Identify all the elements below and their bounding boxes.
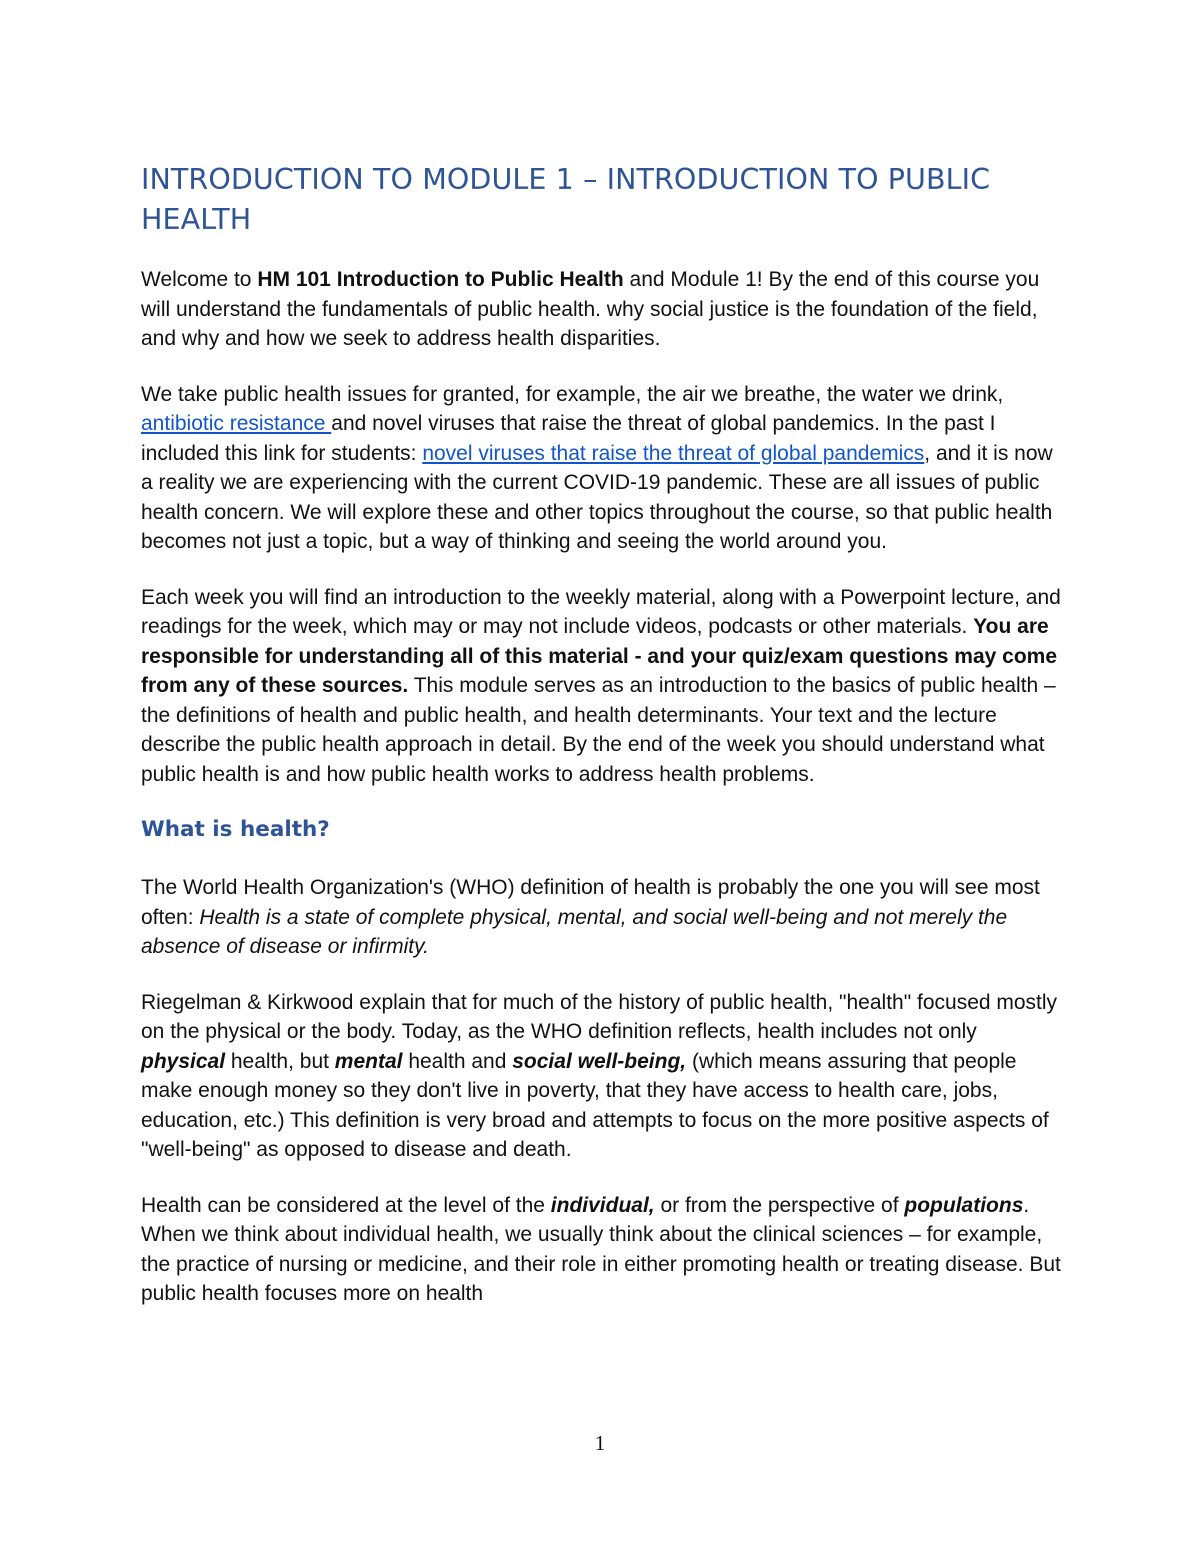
link-novel-viruses[interactable]: novel viruses that raise the threat of global pandemics — [422, 441, 925, 465]
text-run: health, but — [225, 1049, 335, 1073]
text-run: . When we think about individual health, we usually think about the clinical sciences – for example, the practice of nursing or medicine, and their role in either promoting health or treating disease. But public health focuses more on health — [141, 1193, 1061, 1305]
page-number: 1 — [594, 1431, 606, 1455]
course-name: HM 101 Introduction to Public Health — [257, 268, 624, 291]
link-antibiotic-resistance[interactable]: antibiotic resistance — [141, 412, 332, 435]
responsibility-notice: You are responsible for understanding all of this material - and your quiz/exam questions may come from any of these sources. — [141, 615, 1058, 697]
text-run: , and it is now a reality we are experiencing with the current COVID-19 pandemic. These are all issues of public health concern. We will explore these and other topics throughout the course, so that public health becomes not just a topic, but a way of thinking and seeing the world around you. — [141, 441, 1053, 553]
page-title: INTRODUCTION TO MODULE 1 – INTRODUCTION TO PUBLIC HEALTH — [141, 163, 991, 236]
text-run: or from the perspective of — [654, 1193, 905, 1217]
text-run: (which means assuring that people make enough money so they don't live in poverty, that they have access to health care, jobs, education, etc.) This definition is very broad and attempts to focus on the more positive aspects of "well-being" as opposed to disease and death. — [141, 1049, 1049, 1161]
text-run: Welcome to — [141, 268, 258, 291]
text-run: Each week you will find an introduction to the weekly material, along with a Powerpoint lecture, and readings for the week, which may or may not include videos, podcasts or other materials. — [141, 585, 1061, 638]
text-run: and Module 1! By the end of this course you will understand the fundamentals of public health. why social justice is the foundation of the field, and why and how we seek to address health disparities. — [141, 268, 1040, 350]
emphasis-populations: populations — [904, 1193, 1024, 1217]
document-body — [141, 160, 1066, 1335]
emphasis-physical: physical — [141, 1049, 226, 1073]
paragraph-individual-populations — [141, 1191, 1066, 1309]
paragraph-weekly-material — [141, 583, 1066, 790]
text-run: This module serves as an introduction to the basics of public health – the definitions of health and public health, and health determinants. Your text and the lecture describe the public health approach in detail. By the end of the week you should understand what public health is and how public health works to address health problems. — [141, 674, 1056, 786]
paragraph-public-health-issues — [141, 380, 1066, 557]
who-definition-quote: Health is a state of complete physical, mental, and social well-being and not merely the absence of disease or infirmity. — [141, 905, 1008, 958]
paragraph-riegelman — [141, 988, 1066, 1165]
text-run: We take public health issues for granted, for example, the air we breathe, the water we drink, — [141, 382, 1004, 406]
heading-what-is-health: What is health? — [141, 817, 330, 842]
paragraph-welcome — [141, 265, 1066, 354]
text-run: health and — [402, 1049, 513, 1073]
text-run: and novel viruses that raise the threat of global pandemics. In the past I included this link for students: — [141, 412, 996, 465]
text-run: Riegelman & Kirkwood explain that for much of the history of public health, "health" focused mostly on the physical or the body. Today, as the WHO definition reflects, health includes not only — [141, 990, 1058, 1043]
emphasis-social-well-being: social well-being, — [512, 1049, 687, 1073]
paragraph-who-definition — [141, 873, 1066, 962]
emphasis-individual: individual, — [550, 1193, 655, 1217]
text-run: Health can be considered at the level of the — [141, 1193, 551, 1217]
text-run: The World Health Organization's (WHO) definition of health is probably the one you will see most often: — [141, 876, 1040, 929]
emphasis-mental: mental — [334, 1049, 403, 1073]
